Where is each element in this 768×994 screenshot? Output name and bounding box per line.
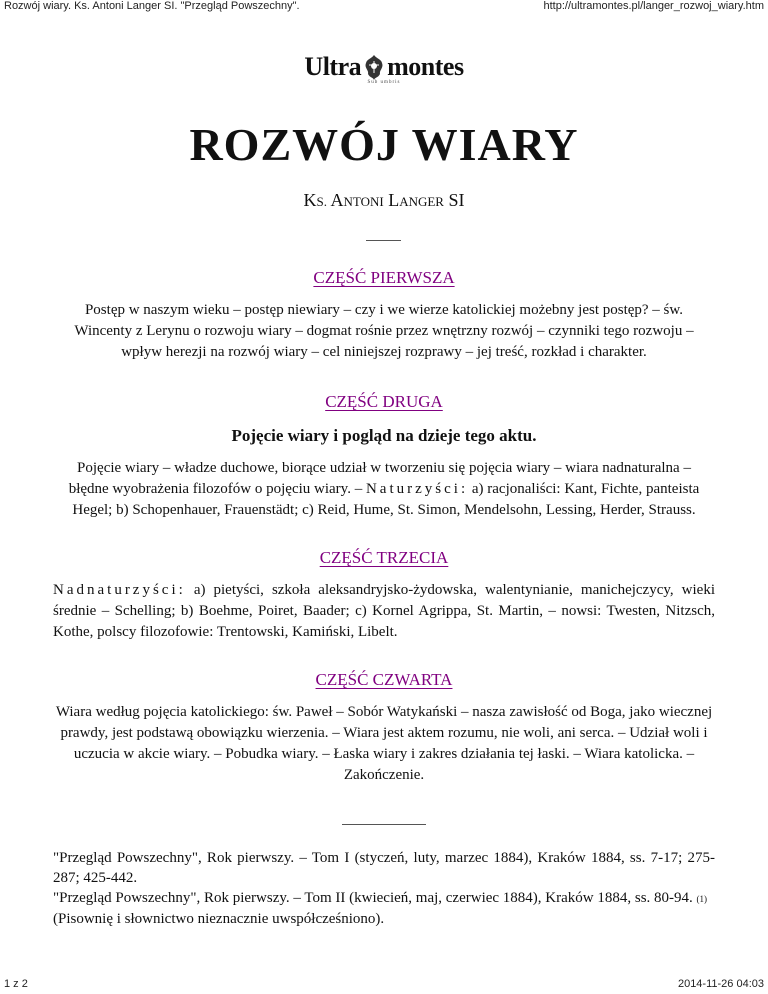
divider bbox=[342, 824, 426, 825]
link-czesc-druga[interactable]: CZĘŚĆ DRUGA bbox=[325, 392, 443, 411]
link-czesc-trzecia[interactable]: CZĘŚĆ TRZECIA bbox=[319, 548, 449, 567]
ultramontes-logo[interactable] bbox=[0, 52, 768, 85]
link-czesc-pierwsza[interactable]: CZĘŚĆ PIERWSZA bbox=[313, 268, 455, 287]
print-header-url: http://ultramontes.pl/langer_rozwoj_wiary.htm bbox=[543, 0, 764, 12]
link-czesc-czwarta[interactable]: CZĘŚĆ CZWARTA bbox=[315, 670, 453, 689]
divider bbox=[366, 240, 401, 241]
source-note bbox=[53, 848, 715, 929]
source-line-tom-1: "Przegląd Powszechny", Rok pierwszy. – Tom I (styczeń, luty, marzec 1884), Kraków 1884, ss. 7-17; 275-287; 425-442. bbox=[53, 850, 715, 886]
summary-czesc-druga: Pojęcie wiary – władze duchowe, biorące udział w tworzeniu się pojęcia wiary – wiara nadnaturalna – błędne wyobrażenia filozofów o pojęciu wiary. – Naturzyści: a) racjonaliści: Kant, Fichte, panteista Hegel; b) Schopenhauer, Frauenstädt; c) Reid, Hume, St. Simon, Mendelsohn, Lessing, Herder, Strauss. bbox=[68, 460, 700, 518]
summary-czesc-trzecia: Nadnaturzyści: a) pietyści, szkoła aleksandryjsko-żydowska, walentynianie, manichejczycy, wieki średnie – Schelling; b) Boehme, Poiret, Baader; c) Kornel Agrippa, St. Martin, – nowsi: Twesten, Nitzsch, Kothe, polscy filozofowie: Trentowski, Kamiński, Libelt. bbox=[53, 582, 715, 640]
page-title: ROZWÓJ WIARY bbox=[189, 119, 579, 170]
ornament-emblem-icon bbox=[363, 53, 385, 81]
logo-motto: Sub umbris bbox=[367, 80, 401, 85]
summary-czesc-pierwsza: Postęp w naszym wieku – postęp niewiary – czy i we wierze katolickiej możebny jest postęp? – św. Wincenty z Lerynu o rozwoju wiary – dogmat rośnie przez wnętrzny rozwój – czynniki tego rozwoju – wpływ herezji na rozwój wiary – cel niniejszej rozprawy – jej treść, rozkład i charakter. bbox=[74, 302, 694, 360]
source-line-note: (Pisownię i słownictwo nieznacznie uwspółcześniono). bbox=[53, 911, 385, 927]
footnote-ref[interactable]: (1) bbox=[696, 894, 708, 904]
logo-text-right: montes bbox=[387, 52, 464, 81]
print-footer-page: 1 z 2 bbox=[4, 978, 28, 990]
summary-czesc-czwarta: Wiara według pojęcia katolickiego: św. Paweł – Sobór Watykański – nasza zawisłość od Boga, jako wiecznej prawdy, jest podstawą obowiązku wierzenia. – Wiara jest aktem rozumu, nie woli, ani serca. – Udział woli i uczucia w akcie wiary. – Pobudka wiary. – Łaska wiary i zakres działania tej łaski. – Wiara katolicka. – Zakończenie. bbox=[55, 704, 713, 783]
author-name: KS. ANTONI LANGER SI bbox=[303, 190, 465, 210]
print-header-title: Rozwój wiary. Ks. Antoni Langer SI. "Przegląd Powszechny". bbox=[4, 0, 300, 12]
section-subheading: Pojęcie wiary i pogląd na dzieje tego aktu. bbox=[231, 426, 537, 445]
print-footer-date: 2014-11-26 04:03 bbox=[677, 978, 764, 990]
logo-text-left: Ultra bbox=[304, 52, 362, 81]
source-line-tom-2: "Przegląd Powszechny", Rok pierwszy. – Tom II (kwiecień, maj, czerwiec 1884), Kraków 1884, ss. 80-94. (1) bbox=[53, 890, 708, 906]
